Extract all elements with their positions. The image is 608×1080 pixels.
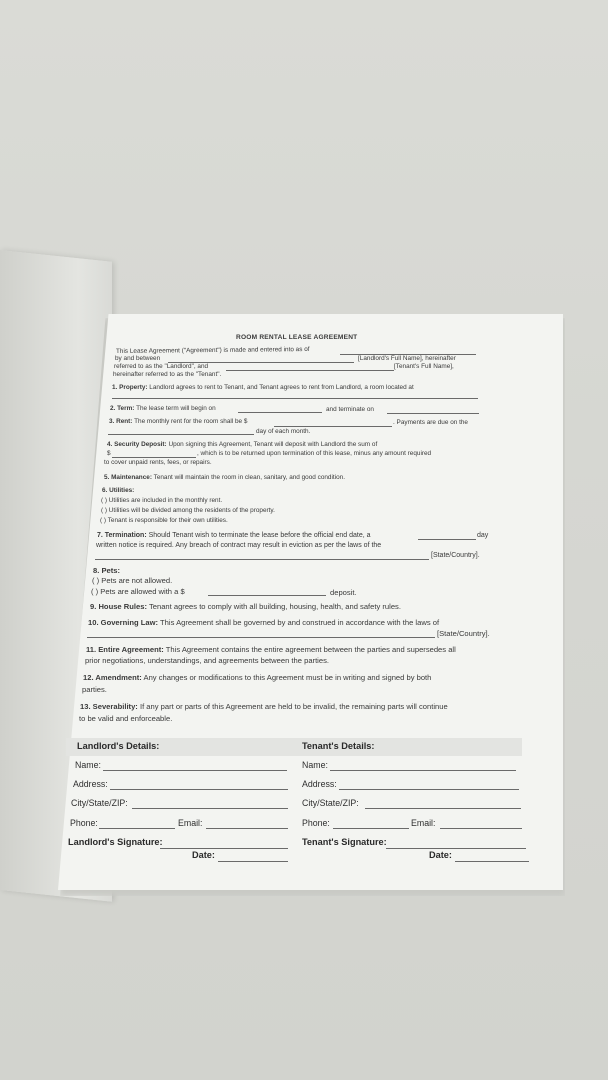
tenant-city-label: City/State/ZIP: bbox=[302, 798, 359, 808]
intro-line-2a: by and between bbox=[115, 355, 161, 362]
section-maintenance: 5. Maintenance: Tenant will maintain the room in clean, sanitary, and good condition. bbox=[104, 474, 345, 481]
deposit-dollar: $ bbox=[107, 450, 111, 457]
rent-day-text: day of each month. bbox=[256, 428, 311, 435]
section-property: 1. Property: Landlord agrees to rent to Tenant, and Tenant agrees to rent from Landlord, a room located at bbox=[112, 384, 414, 391]
section-termination: 7. Termination: Should Tenant wish to terminate the lease before the official end date, a bbox=[97, 532, 371, 539]
section-term: 2. Term: The lease term will begin on bbox=[110, 405, 216, 412]
rent-due-text: . Payments are due on the bbox=[393, 419, 468, 426]
property-blank bbox=[112, 398, 478, 399]
pets-option-2: ( ) Pets are allowed with a $ bbox=[91, 587, 185, 596]
intro-line-3a: referred to as the "Landlord", and bbox=[114, 363, 209, 370]
pet-deposit-blank bbox=[208, 595, 326, 596]
tenant-signature-label: Tenant's Signature: bbox=[302, 837, 387, 847]
deposit-return-text: , which is to be returned upon termination of this lease, minus any amount required bbox=[197, 450, 432, 457]
intro-line-3b: [Tenant's Full Name], bbox=[394, 363, 454, 370]
termination-state-blank bbox=[95, 559, 429, 560]
deposit-amount-blank bbox=[112, 457, 196, 458]
notice-day-text: day bbox=[477, 532, 489, 539]
termination-laws-text: written notice is required. Any breach of contract may result in eviction as per the laws of the bbox=[96, 542, 382, 549]
intro-line-2b: [Landlord's Full Name], hereinafter bbox=[358, 355, 456, 362]
pet-deposit-text: deposit. bbox=[330, 588, 357, 597]
tenant-date-field[interactable] bbox=[455, 861, 529, 862]
landlord-address-field[interactable] bbox=[110, 789, 288, 790]
landlord-details-header: Landlord's Details: bbox=[77, 741, 160, 751]
amendment-line-2: parties. bbox=[82, 685, 107, 694]
tenant-phone-label: Phone: bbox=[302, 818, 330, 828]
landlord-city-label: City/State/ZIP: bbox=[71, 798, 128, 808]
landlord-address-label: Address: bbox=[73, 779, 108, 789]
landlord-signature-label: Landlord's Signature: bbox=[68, 837, 163, 847]
tenant-name-field[interactable] bbox=[330, 770, 516, 771]
rent-amount-blank bbox=[274, 426, 392, 427]
landlord-phone-field[interactable] bbox=[99, 828, 175, 829]
section-rent: 3. Rent: The monthly rent for the room shall be $ bbox=[109, 418, 248, 425]
tenant-name-blank bbox=[226, 370, 394, 371]
tenant-email-field[interactable] bbox=[440, 828, 522, 829]
pets-option-1: ( ) Pets are not allowed. bbox=[92, 576, 173, 585]
term-end-blank bbox=[387, 413, 479, 414]
tenant-signature-field[interactable] bbox=[386, 848, 526, 849]
intro-line-1: This Lease Agreement ("Agreement") is made and entered into as of bbox=[115, 345, 310, 356]
section-governing-law: 10. Governing Law: This Agreement shall be governed by and construed in accordance with the laws of bbox=[88, 618, 440, 627]
section-entire-agreement: 11. Entire Agreement: This Agreement contains the entire agreement between the parties and supersedes all bbox=[86, 645, 456, 654]
governing-state-label: [State/Country]. bbox=[437, 629, 490, 638]
section-pets: 8. Pets: bbox=[93, 566, 121, 575]
tenant-address-label: Address: bbox=[302, 779, 337, 789]
termination-state-label: [State/Country]. bbox=[431, 552, 480, 559]
tenant-phone-field[interactable] bbox=[333, 828, 409, 829]
landlord-signature-field[interactable] bbox=[160, 848, 288, 849]
landlord-name-field[interactable] bbox=[103, 770, 287, 771]
tenant-address-field[interactable] bbox=[339, 789, 519, 790]
notice-days-blank bbox=[418, 539, 476, 540]
tenant-details-header: Tenant's Details: bbox=[302, 741, 375, 751]
severability-line-2: to be valid and enforceable. bbox=[79, 714, 173, 723]
section-house-rules: 9. House Rules: Tenant agrees to comply with all building, housing, health, and safety rules. bbox=[90, 602, 401, 611]
landlord-city-field[interactable] bbox=[132, 808, 288, 809]
deposit-cover-text: to cover unpaid rents, fees, or repairs. bbox=[104, 459, 212, 466]
tenant-date-label: Date: bbox=[429, 850, 452, 860]
term-start-blank bbox=[238, 412, 322, 413]
section-amendment: 12. Amendment: Any changes or modifications to this Agreement must be in writing and signed by both bbox=[83, 673, 432, 682]
document-title: ROOM RENTAL LEASE AGREEMENT bbox=[236, 334, 358, 341]
tenant-city-field[interactable] bbox=[365, 808, 521, 809]
rent-day-blank bbox=[108, 434, 254, 435]
landlord-name-label: Name: bbox=[75, 760, 101, 770]
landlord-email-field[interactable] bbox=[206, 828, 288, 829]
landlord-phone-label: Phone: bbox=[70, 818, 98, 828]
entire-agreement-line-2: prior negotiations, understandings, and agreements between the parties. bbox=[85, 656, 330, 665]
section-utilities: 6. Utilities: bbox=[102, 487, 135, 494]
tenant-email-label: Email: bbox=[411, 818, 436, 828]
intro-line-4: hereinafter referred to as the "Tenant". bbox=[113, 371, 222, 378]
landlord-email-label: Email: bbox=[178, 818, 203, 828]
governing-state-blank bbox=[87, 637, 435, 638]
tenant-name-label: Name: bbox=[302, 760, 328, 770]
utilities-option-2: ( ) Utilities will be divided among the residents of the property. bbox=[101, 507, 275, 514]
landlord-date-label: Date: bbox=[192, 850, 215, 860]
utilities-option-3: ( ) Tenant is responsible for their own utilities. bbox=[100, 517, 228, 524]
section-severability: 13. Severability: If any part or parts of this Agreement are held to be invalid, the remaining parts will continue bbox=[80, 702, 448, 711]
term-end-text: and terminate on bbox=[326, 406, 374, 413]
section-security-deposit: 4. Security Deposit: Upon signing this Agreement, Tenant will deposit with Landlord the sum of bbox=[107, 441, 378, 448]
utilities-option-1: ( ) Utilities are included in the monthly rent. bbox=[101, 497, 223, 504]
landlord-date-field[interactable] bbox=[218, 861, 288, 862]
